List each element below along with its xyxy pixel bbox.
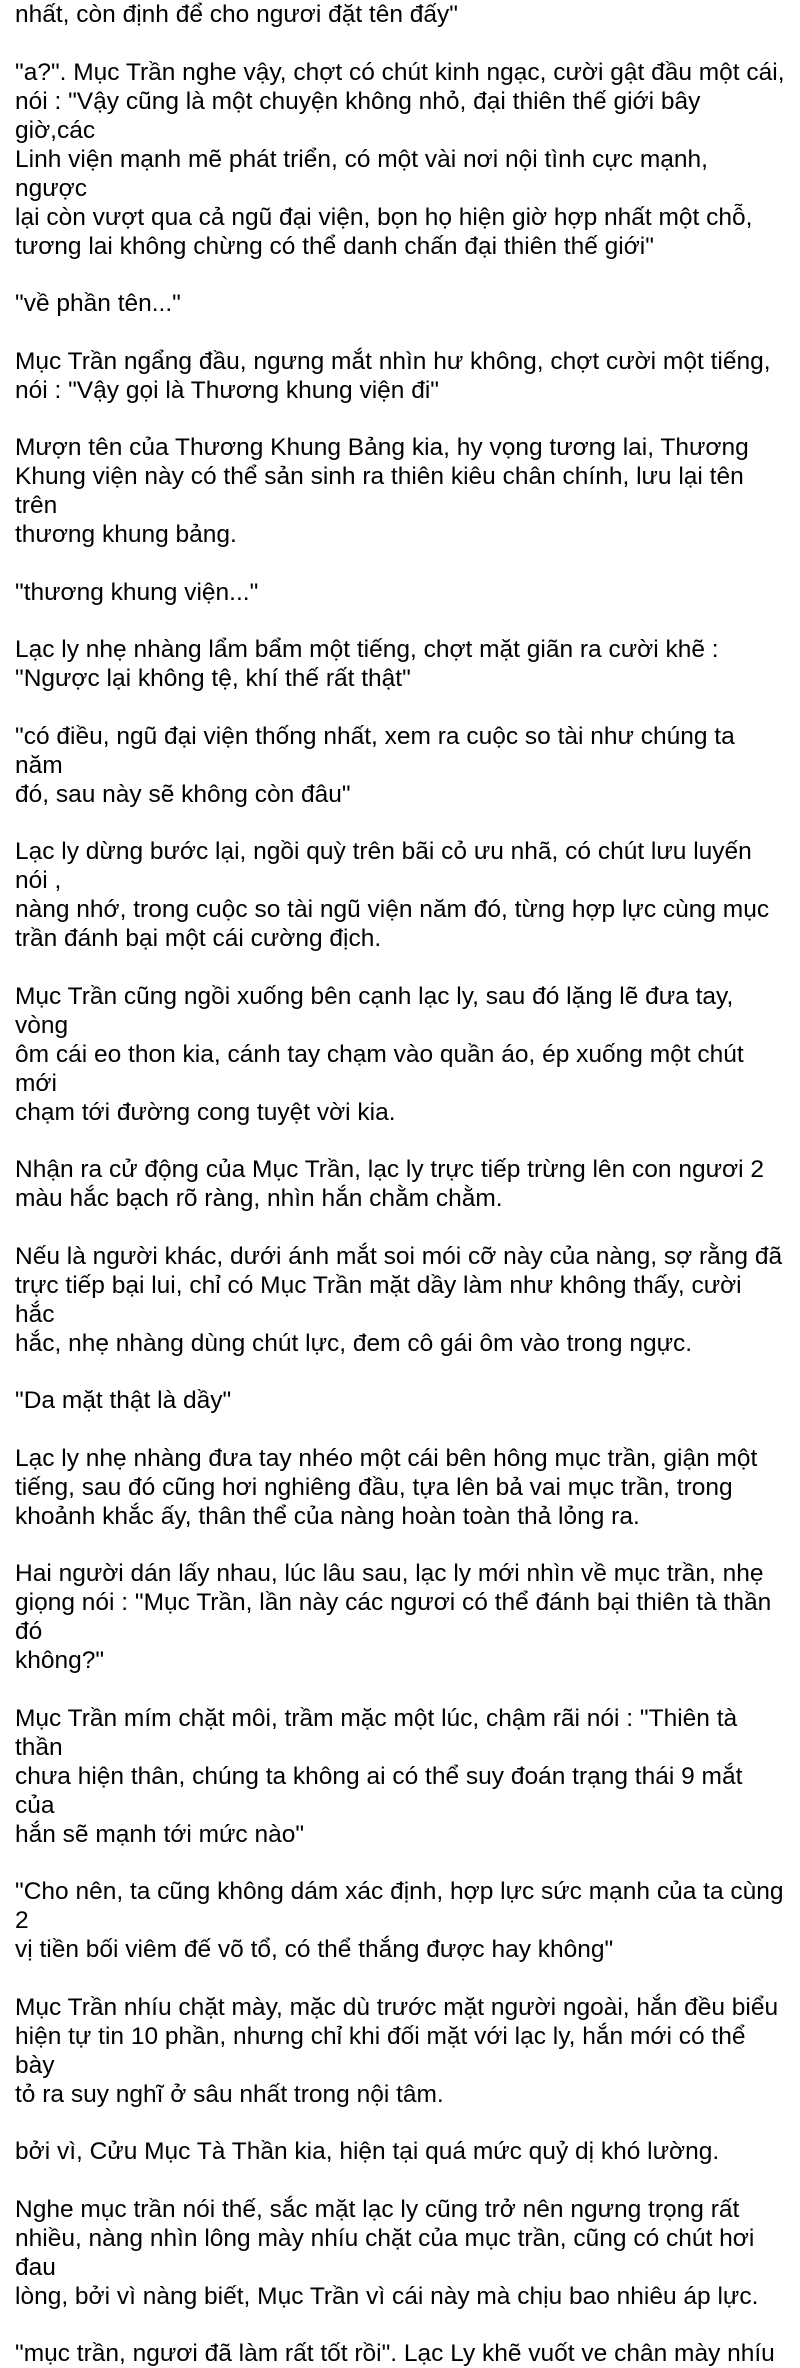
paragraph-7: Lạc ly nhẹ nhàng lẩm bẩm một tiếng, chợt mặt giãn ra cười khẽ : "Ngược lại không tệ, khí thế rất thật" — [15, 636, 719, 692]
paragraph-18: Mục Trần nhíu chặt mày, mặc dù trước mặt người ngoài, hắn đều biểu hiện tự tin 10 phần, nhưng chỉ khi đối mặt với lạc ly, hắn mới có thể bày tỏ ra suy nghĩ ở sâu nhất trong nội tâm. — [15, 1993, 779, 2108]
paragraph-10: Mục Trần cũng ngồi xuống bên cạnh lạc ly, sau đó lặng lẽ đưa tay, vòng ôm cái eo thon kia, cánh tay chạm vào quần áo, ép xuống một chút mới chạm tới đường cong tuyệt vời kia. — [15, 982, 744, 1126]
paragraph-12: Nếu là người khác, dưới ánh mắt soi mói cỡ này của nàng, sợ rằng đã trực tiếp bại lui, chỉ có Mục Trần mặt dầy làm như không thấy, cười hắc hắc, nhẹ nhàng dùng chút lực, đem cô gái ôm vào trong ngực. — [15, 1242, 783, 1357]
paragraph-3: "về phần tên..." — [15, 290, 181, 317]
paragraph-15: Hai người dán lấy nhau, lúc lâu sau, lạc ly mới nhìn về mục trần, nhẹ giọng nói : "Mục Trần, lần này các ngươi có thể đánh bại thiên tà thần đó không?" — [15, 1560, 772, 1674]
paragraph-2: "a?". Mục Trần nghe vậy, chợt có chút kinh ngạc, cười gật đầu một cái, nói : "Vậy cũng là một chuyện không nhỏ, đại thiên thế giới bây giờ,các Linh viện mạnh mẽ phát triển, có một vài nơi nội tình cực mạnh, ngược lại còn vượt qua cả ngũ đại viện, bọn họ hiện giờ hợp nhất một chỗ, tương lai không chừng có thể danh chấn đại thiên thế giới" — [15, 58, 785, 260]
paragraph-6: "thương khung viện..." — [15, 578, 259, 606]
paragraph-19: bởi vì, Cửu Mục Tà Thần kia, hiện tại quá mức quỷ dị khó lường. — [15, 2138, 720, 2165]
paragraph-20: Nghe mục trần nói thế, sắc mặt lạc ly cũng trở nên ngưng trọng rất nhiều, nàng nhìn lông mày nhíu chặt của mục trần, cũng có chút hơi đau lòng, bởi vì nàng biết, Mục Trần vì cái này mà chịu bao nhiêu áp lực. — [15, 2195, 759, 2310]
paragraph-8: "có điều, ngũ đại viện thống nhất, xem ra cuộc so tài như chúng ta năm đó, sau này sẽ không còn đâu" — [15, 722, 735, 808]
paragraph-1: nhất, còn định để cho ngươi đặt tên đấy" — [15, 1, 458, 28]
paragraph-13: "Da mặt thật là dầy" — [15, 1387, 232, 1414]
paragraph-9: Lạc ly dừng bước lại, ngồi quỳ trên bãi cỏ ưu nhã, có chút lưu luyến nói , nàng nhớ, trong cuộc so tài ngũ viện năm đó, từng hợp lực cùng mục trần đánh bại một cái cường địch. — [15, 838, 770, 952]
paragraph-17: "Cho nên, ta cũng không dám xác định, hợp lực sức mạnh của ta cùng 2 vị tiền bối viêm đế võ tổ, có thể thắng được hay không" — [15, 1878, 784, 1963]
paragraph-21: "mục trần, ngươi đã làm rất tốt rồi". Lạc Ly khẽ vuốt ve chân mày nhíu — [15, 2340, 775, 2367]
paragraph-11: Nhận ra cử động của Mục Trần, lạc ly trực tiếp trừng lên con ngươi 2 màu hắc bạch rõ ràng, nhìn hắn chằm chằm. — [15, 1156, 764, 1212]
paragraph-5: Mượn tên của Thương Khung Bảng kia, hy vọng tương lai, Thương Khung viện này có thể sản sinh ra thiên kiêu chân chính, lưu lại tên trên thương khung bảng. — [15, 434, 749, 548]
paragraph-16: Mục Trần mím chặt môi, trầm mặc một lúc, chậm rãi nói : "Thiên tà thần chưa hiện thân, chúng ta không ai có thể suy đoán trạng thái 9 mắt của hắn sẽ mạnh tới mức nào" — [15, 1704, 743, 1848]
paragraph-4: Mục Trần ngẩng đầu, ngưng mắt nhìn hư không, chợt cười một tiếng, nói : "Vậy gọi là Thương khung viện đi" — [15, 347, 771, 404]
paragraph-14: Lạc ly nhẹ nhàng đưa tay nhéo một cái bên hông mục trần, giận một tiếng, sau đó cũng hơi nghiêng đầu, tựa lên bả vai mục trần, trong khoảnh khắc ấy, thân thể của nàng hoàn toàn thả lỏng ra. — [15, 1444, 758, 1530]
